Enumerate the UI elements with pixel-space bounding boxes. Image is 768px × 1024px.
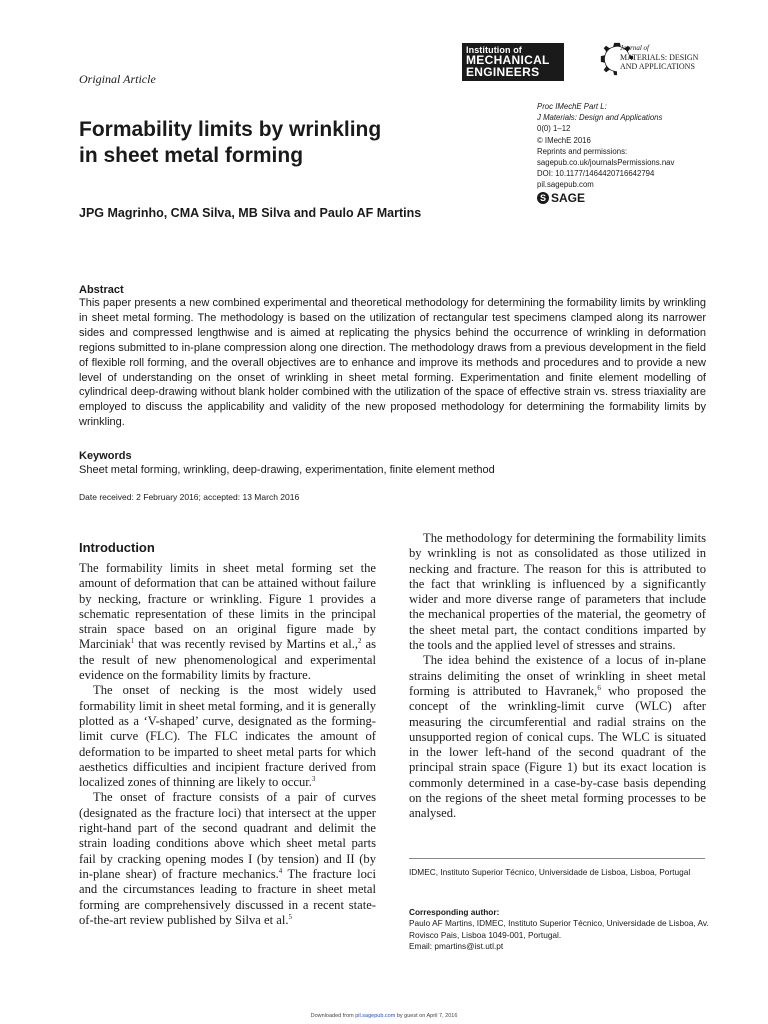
p3-text-a: The onset of fracture consists of a pair of curves (designated as the fracture loci) that intersect at the upper right-hand part of the second quadrant and delimit the strain loading conditions above which sheet metal parts fail by cracking opening modes I (by tension) and II (by in-plane shear) of fracture mechanics. — [79, 790, 376, 881]
corresponding-author-heading: Corresponding author: — [409, 907, 500, 917]
journal-logo-prefix: Journal of — [620, 44, 649, 52]
meta-reprints-url[interactable]: sagepub.co.uk/journalsPermissions.nav — [537, 158, 675, 168]
corresponding-email[interactable]: Email: pmartins@ist.utl.pt — [409, 941, 504, 951]
footer-suffix: by guest on April 7, 2016 — [395, 1013, 458, 1019]
intro-paragraph-1 — [79, 561, 376, 683]
citation-ref[interactable]: 3 — [311, 774, 316, 783]
body-column-left — [79, 561, 376, 928]
citation-ref[interactable]: 2 — [358, 637, 362, 646]
footnote-divider — [409, 858, 705, 859]
imeche-logo-line2: MECHANICAL — [466, 53, 550, 67]
meta-site[interactable]: pil.sagepub.com — [537, 180, 594, 190]
journal-logo — [620, 44, 720, 71]
p2-text: The onset of necking is the most widely used formability limit in sheet metal forming, and it is generally plotted as a ‘V-shaped’ curve, designated as the forming-limit curve (FLC). The FLC indicates the amount of deformation to be imparted to sheet metal parts for which aesthetics difficulties and incipient fracture derived from localized zones of thinning are likely to occur. — [79, 683, 376, 790]
meta-reprints: Reprints and permissions: — [537, 146, 628, 156]
introduction-heading: Introduction — [79, 540, 155, 555]
p1-text-c: as the result of new phenomenological and experimental evidence on the formability limits by fracture. — [79, 637, 377, 683]
meta-copyright: © IMechE 2016 — [537, 135, 591, 145]
author-affiliation: IDMEC, Instituto Superior Técnico, Universidade de Lisboa, Lisboa, Portugal — [409, 867, 691, 877]
intro-paragraph-5 — [409, 653, 706, 821]
paper-title-line2: in sheet metal forming — [79, 144, 304, 167]
intro-paragraph-2 — [79, 683, 376, 790]
sage-logo-text: SAGE — [551, 191, 586, 205]
intro-paragraph-3 — [79, 790, 376, 928]
footer-prefix: Downloaded from — [310, 1013, 356, 1019]
meta-doi[interactable]: DOI: 10.1177/1464420716642794 — [537, 169, 655, 179]
imeche-logo-line1: Institution of — [466, 45, 522, 55]
abstract-heading: Abstract — [79, 284, 124, 296]
abstract-text: This paper presents a new combined experimental and theoretical methodology for determining the formability limits by wrinkling in sheet metal forming. The methodology is based on the utilization of rectangular test specimens clamped along its narrower sides and compressed lengthwise and is aimed at replicating the physics behind the occurrence of wrinkling in deformation regions submitted to in-plane compression along one direction. The methodology draws from a previous development in the field of flexible roll forming, and the overall objectives are to enhance and improve its methods and procedures and to provide a new level of understanding on the onset of wrinkling in sheet metal forming. Experimentation and finite element modelling of cylindrical deep-drawing without blank holder combined with the utilization of the space of effective strain vs. stress triaxiality are employed to discuss the applicability and validity of the new proposed methodology for determining the formability limits by wrinkling. — [79, 297, 706, 429]
paper-title-line1: Formability limits by wrinkling — [79, 118, 382, 141]
sage-s-icon: S — [537, 192, 549, 204]
intro-paragraph-4: The methodology for determining the formability limits by wrinkling is not as consolidated as those utilized in necking and fracture. The reason for this is attributed to the fact that wrinkling is influenced by a significantly wider and more diverse range of parameters that include the mechanical properties of the material, the geometry of the sheet metal part, the contact conditions imparted by the tools and the applied level of stresses and strains. — [409, 531, 706, 653]
citation-ref[interactable]: 6 — [597, 683, 601, 692]
journal-logo-line1: MATERIALS: DESIGN — [620, 53, 699, 62]
corresponding-author-details — [409, 918, 709, 953]
download-footer — [0, 1013, 768, 1019]
citation-ref[interactable]: 4 — [278, 866, 283, 875]
keywords-text: Sheet metal forming, wrinkling, deep-drawing, experimentation, finite element method — [79, 464, 495, 476]
keywords-heading: Keywords — [79, 450, 132, 462]
dates-received: Date received: 2 February 2016; accepted: 13 March 2016 — [79, 492, 300, 502]
meta-proc: Proc IMechE Part L: — [537, 102, 607, 111]
p1-text-b: that was recently revised by Martins et al., — [134, 637, 358, 652]
publication-meta — [537, 101, 737, 191]
journal-logo-line2: AND APPLICATIONS — [620, 62, 695, 71]
imeche-logo-line3: ENGINEERS — [466, 65, 540, 79]
citation-ref[interactable]: 1 — [130, 637, 135, 646]
paper-title — [79, 117, 499, 169]
author-list: JPG Magrinho, CMA Silva, MB Silva and Paulo AF Martins — [79, 206, 422, 220]
p5-text-a: The idea behind the existence of a locus of in-plane strains delimiting the onset of wrinkling in sheet metal forming is attributed to Havranek, — [409, 653, 706, 698]
meta-issue: 0(0) 1–12 — [537, 124, 571, 134]
citation-ref[interactable]: 5 — [288, 912, 292, 921]
p3-text-b: The fracture loci and the circumstances leading to fracture in sheet metal forming are comprehensively discussed in a recent state-of-the-art review published by Silva et al. — [79, 866, 376, 927]
body-column-right — [409, 531, 706, 822]
meta-journal: J Materials: Design and Applications — [537, 113, 663, 123]
imeche-logo — [462, 43, 564, 81]
article-type-label: Original Article — [79, 72, 156, 86]
p5-text-b: who proposed the concept of the wrinkling-limit curve (WLC) after measuring the circumferential and radial strains on the unsupported region of conical cups. The WLC is situated in the lower left-hand of the second quadrant of the principal strain space (Figure 1) but its exact location is commonly determined in a case-by-case basis depending on the regions of the sheet metal forming processes to be analysed. — [409, 683, 706, 821]
corresponding-address: Paulo AF Martins, IDMEC, Instituto Superior Técnico, Universidade de Lisboa, Av. Rovisco Pais, Lisboa 1049-001, Portugal. — [409, 918, 709, 940]
footer-link[interactable]: pil.sagepub.com — [355, 1013, 396, 1019]
sage-logo — [537, 191, 585, 205]
p1-text-a: The formability limits in sheet metal forming set the amount of deformation that can be attained without failure by necking, fracture or wrinkling. Figure 1 provides a schematic representation of these limits in the principal strain space based on an original figure made by Marciniak — [79, 561, 376, 652]
